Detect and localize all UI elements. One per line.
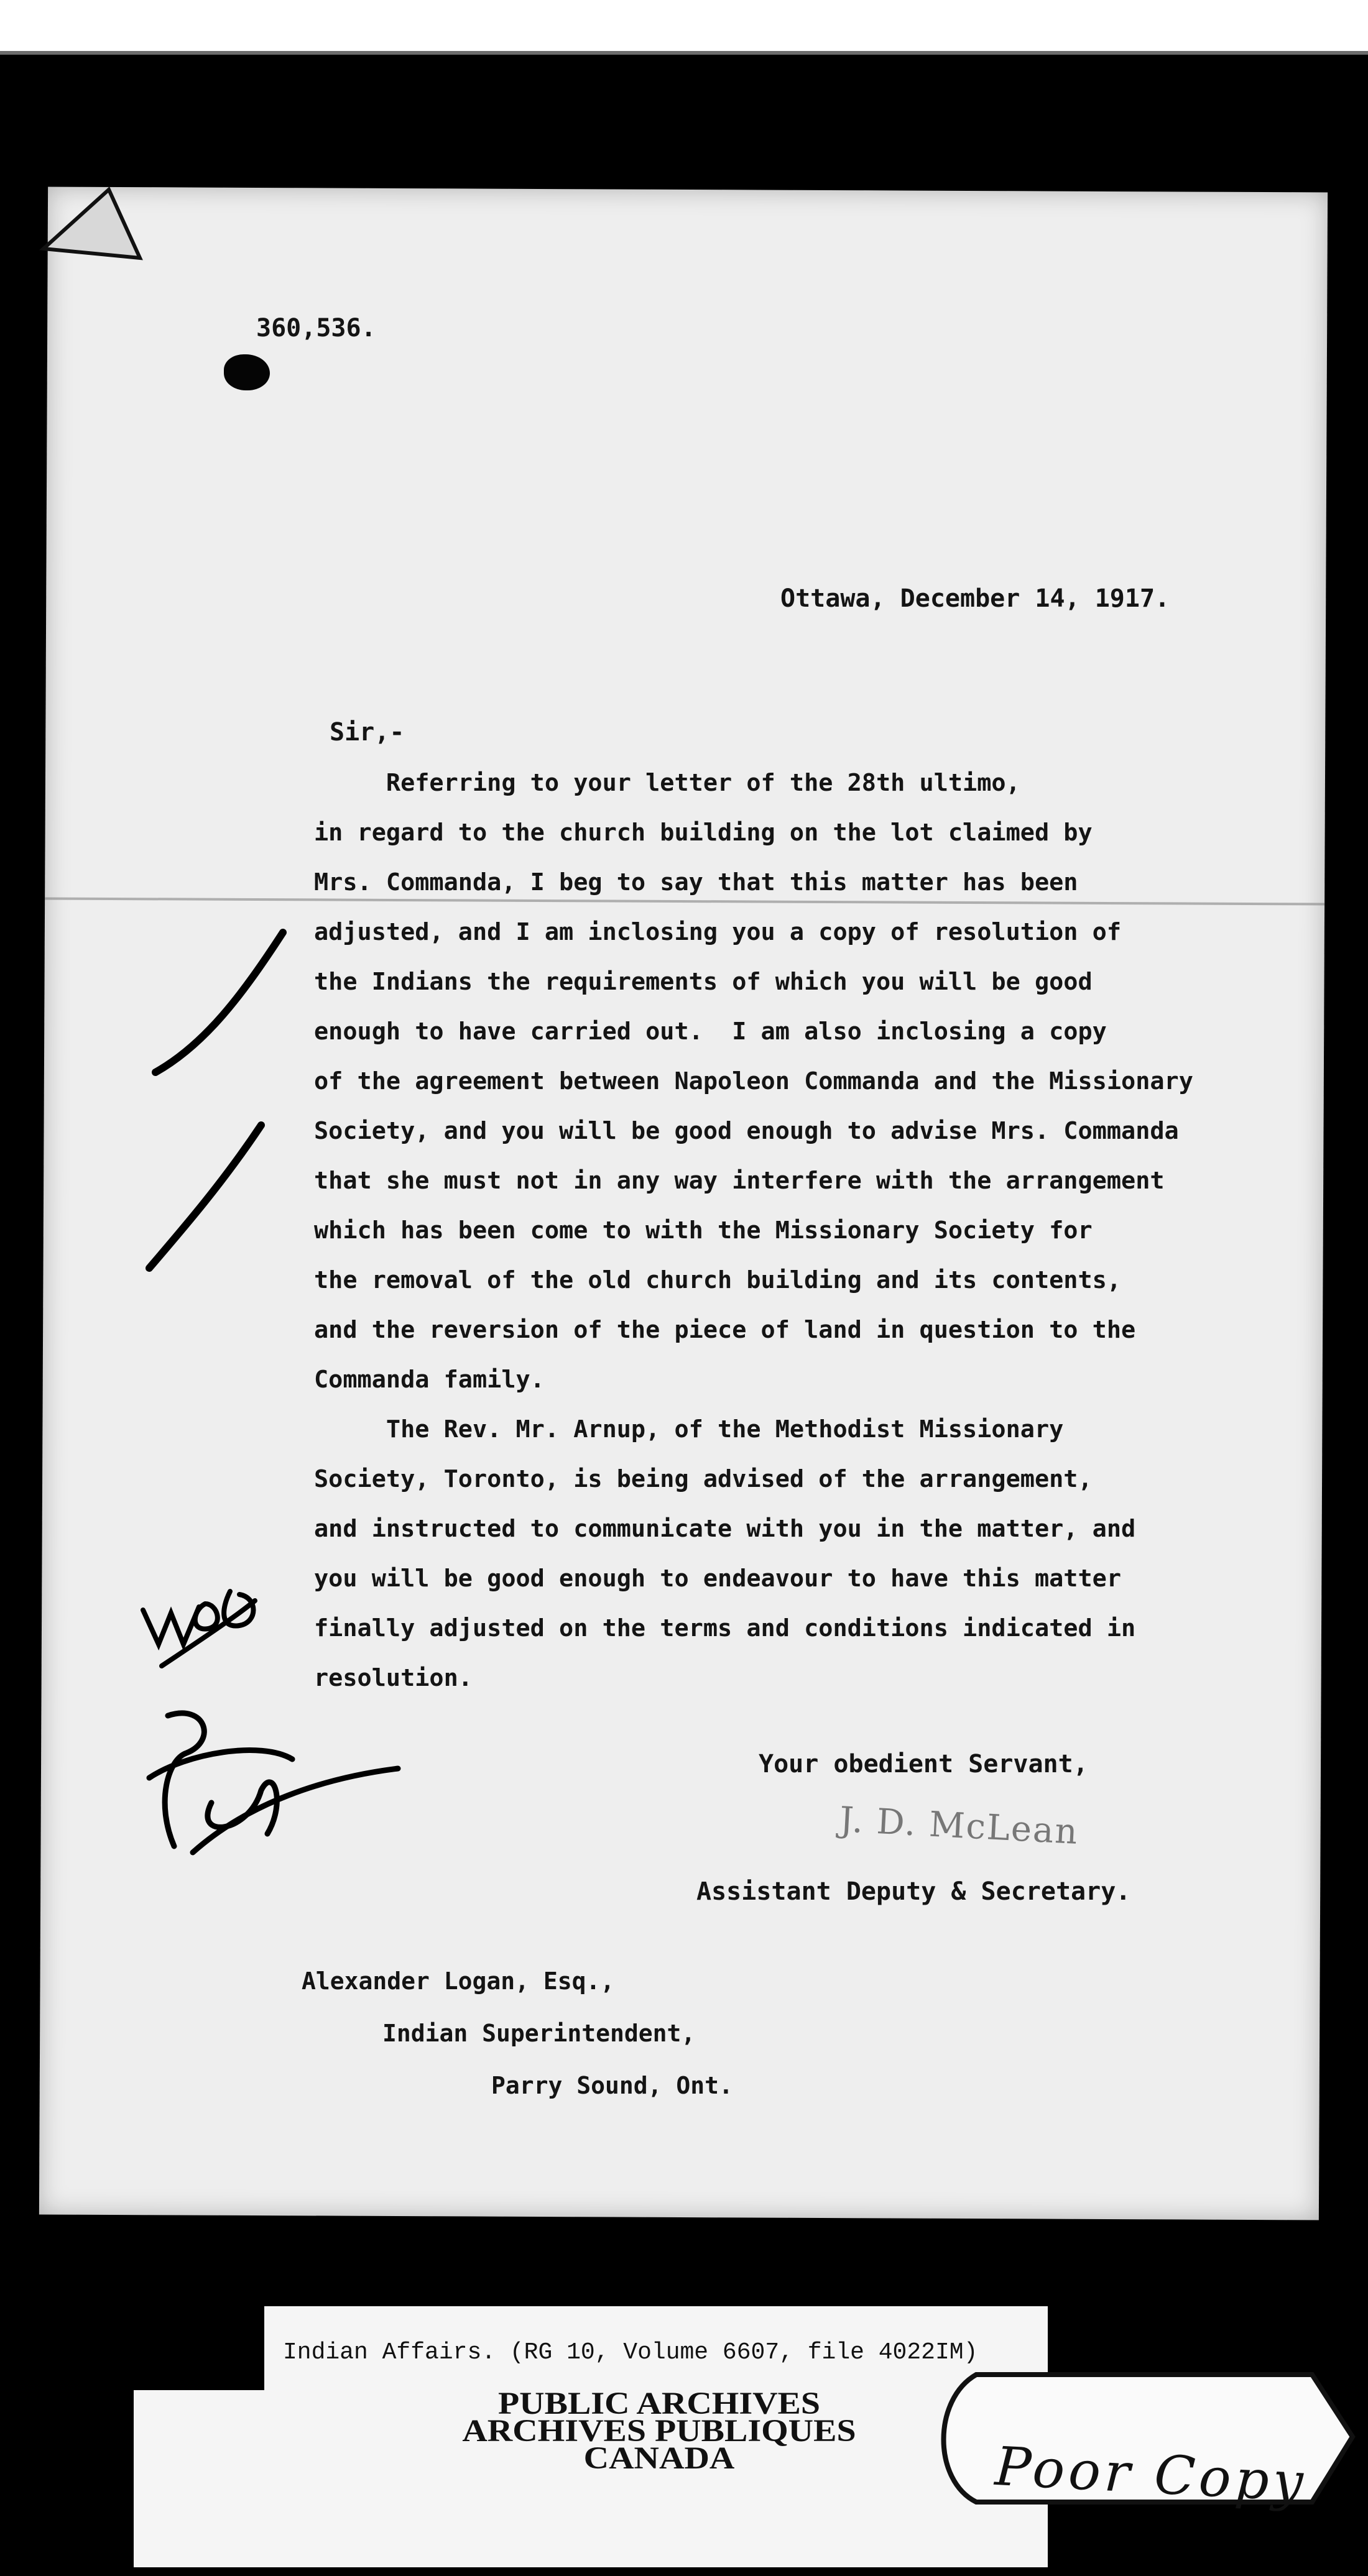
body-line: Society, and you will be good enough to advise Mrs. Commanda (314, 1117, 1179, 1145)
body-line: The Rev. Mr. Arnup, of the Methodist Missionary (314, 1415, 1064, 1443)
body-line: which has been come to with the Missionary Society for (314, 1217, 1093, 1244)
body-line: resolution. (314, 1664, 473, 1692)
archive-reference: Indian Affairs. (RG 10, Volume 6607, file 4022IM) (283, 2339, 978, 2366)
body-line: in regard to the church building on the lot claimed by (314, 819, 1093, 847)
body-line: that she must not in any way interfere with the arrangement (314, 1167, 1165, 1195)
label-shadow (134, 2306, 264, 2390)
letter-date: Ottawa, December 14, 1917. (780, 584, 1170, 613)
archive-line: CANADA (583, 2441, 735, 2476)
archive-line: ARCHIVES PUBLIQUES (462, 2414, 856, 2449)
body-line: enough to have carried out. I am also inclosing a copy (314, 1018, 1107, 1046)
archive-line: PUBLIC ARCHIVES (497, 2386, 821, 2421)
body-line: of the agreement between Napoleon Commanda and the Missionary (314, 1067, 1193, 1095)
salutation: Sir,- (330, 718, 405, 747)
body-line: Mrs. Commanda, I beg to say that this matter has been (314, 868, 1078, 896)
stamped-signature: J. D. McLean (838, 1799, 1080, 1853)
copy-quality-note: Poor Copy (993, 2435, 1308, 2514)
file-number: 360,536. (256, 314, 376, 343)
addressee-title: Indian Superintendent, (382, 2020, 696, 2047)
margin-check-mark-1 (155, 932, 283, 1072)
body-line: Commanda family. (314, 1366, 545, 1394)
handwritten-initials-icon (143, 1591, 255, 1666)
body-line: Society, Toronto, is being advised of the arrangement, (314, 1465, 1093, 1493)
body-line: and instructed to communicate with you in the matter, and (314, 1515, 1136, 1543)
body-line: adjusted, and I am inclosing you a copy of resolution of (314, 918, 1122, 946)
closing: Your obedient Servant, (759, 1750, 1088, 1778)
addressee-location: Parry Sound, Ont. (491, 2072, 733, 2099)
body-line: finally adjusted on the terms and conditions indicated in (314, 1614, 1136, 1642)
body-line: Referring to your letter of the 28th ultimo, (314, 769, 1020, 797)
addressee-name: Alexander Logan, Esq., (302, 1967, 615, 1995)
archive-stamp (435, 2386, 883, 2476)
body-line: you will be good enough to endeavour to have this matter (314, 1565, 1122, 1593)
signatory-title: Assistant Deputy & Secretary. (696, 1877, 1131, 1906)
body-line: the Indians the requirements of which you will be good (314, 968, 1093, 996)
margin-check-mark-2 (149, 1125, 261, 1268)
body-line: the removal of the old church building and its contents, (314, 1266, 1122, 1294)
body-line: and the reversion of the piece of land in question to the (314, 1316, 1136, 1344)
handwritten-monogram-icon (149, 1713, 398, 1852)
